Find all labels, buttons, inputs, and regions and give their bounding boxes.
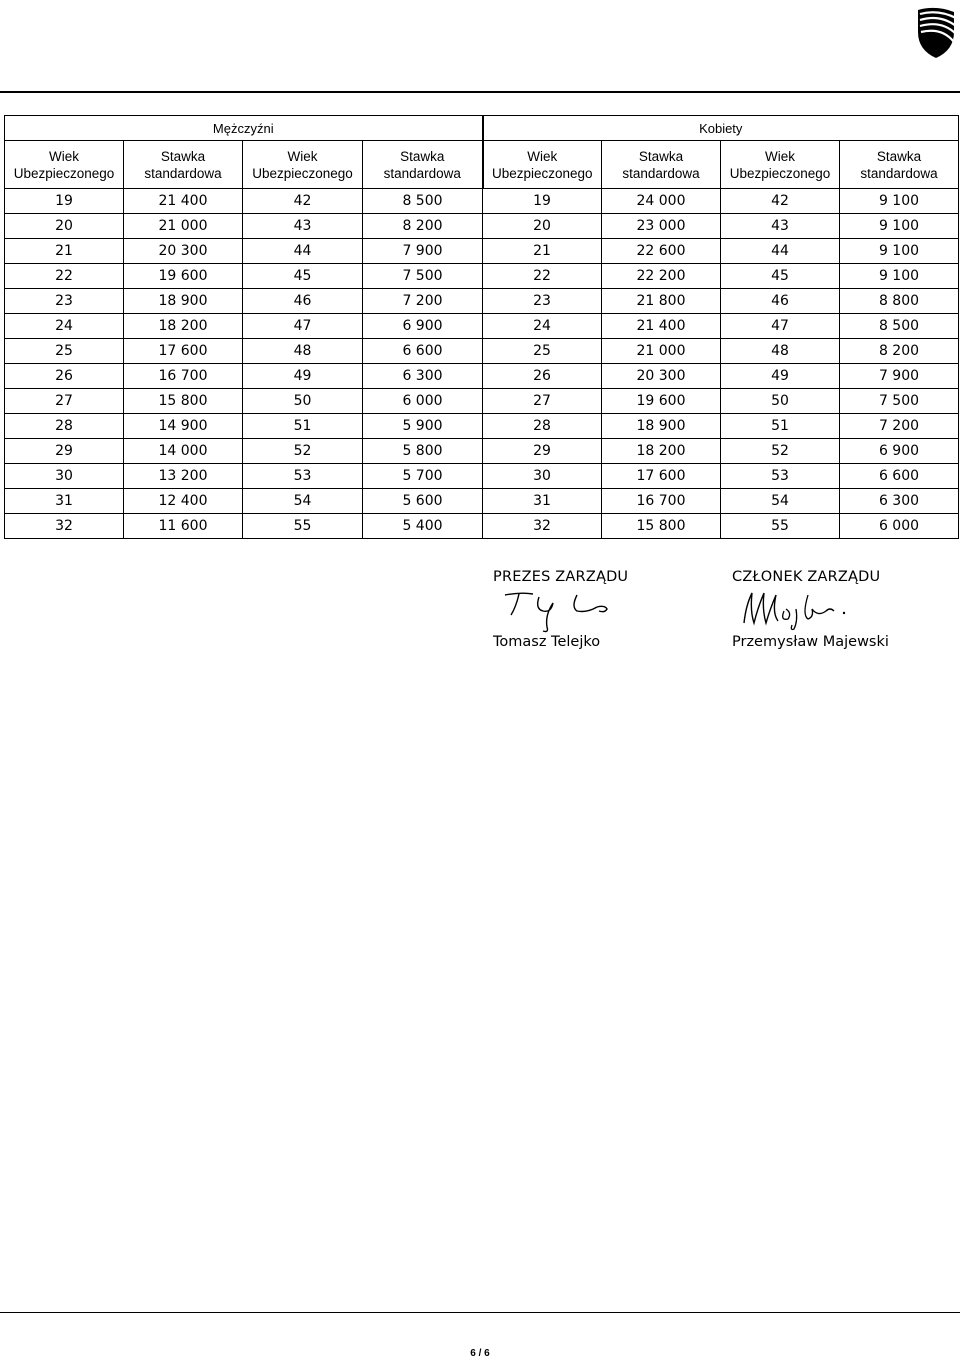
table-cell: 6 600 bbox=[363, 339, 483, 364]
table-cell: 46 bbox=[721, 289, 840, 314]
column-header-6 bbox=[721, 141, 840, 189]
footer-rule bbox=[0, 1312, 960, 1313]
table-cell: 5 800 bbox=[363, 439, 483, 464]
table-cell: 13 200 bbox=[124, 464, 243, 489]
table-row bbox=[5, 264, 959, 289]
table-cell: 48 bbox=[721, 339, 840, 364]
table-cell: 6 000 bbox=[363, 389, 483, 414]
table-cell: 47 bbox=[243, 314, 363, 339]
table-cell: 6 300 bbox=[840, 489, 959, 514]
signature-name-board-member: Przemysław Majewski bbox=[732, 634, 889, 650]
table-cell: 20 bbox=[5, 214, 124, 239]
table-cell: 15 800 bbox=[602, 514, 721, 539]
table-cell: 17 600 bbox=[124, 339, 243, 364]
table-body bbox=[5, 189, 959, 539]
table-cell: 53 bbox=[243, 464, 363, 489]
table-cell: 55 bbox=[721, 514, 840, 539]
table-cell: 31 bbox=[5, 489, 124, 514]
table-cell: 50 bbox=[243, 389, 363, 414]
column-header-line: standardowa bbox=[622, 165, 700, 181]
column-header-line: Wiek bbox=[765, 148, 795, 164]
table-cell: 51 bbox=[721, 414, 840, 439]
column-header-line: Ubezpieczonego bbox=[13, 165, 115, 181]
table-cell: 26 bbox=[5, 364, 124, 389]
table-cell: 51 bbox=[243, 414, 363, 439]
table-cell: 16 700 bbox=[124, 364, 243, 389]
table-cell: 22 bbox=[483, 264, 602, 289]
table-cell: 18 900 bbox=[124, 289, 243, 314]
table-cell: 15 800 bbox=[124, 389, 243, 414]
table-cell: 24 bbox=[483, 314, 602, 339]
table-cell: 43 bbox=[243, 214, 363, 239]
table-cell: 7 500 bbox=[840, 389, 959, 414]
table-cell: 18 200 bbox=[602, 439, 721, 464]
table-cell: 9 100 bbox=[840, 189, 959, 214]
table-row bbox=[5, 489, 959, 514]
table-cell: 22 200 bbox=[602, 264, 721, 289]
table-row bbox=[5, 439, 959, 464]
table-cell: 5 900 bbox=[363, 414, 483, 439]
table-cell: 19 bbox=[483, 189, 602, 214]
table-cell: 45 bbox=[721, 264, 840, 289]
table-cell: 7 900 bbox=[840, 364, 959, 389]
table-cell: 24 000 bbox=[602, 189, 721, 214]
signature-title-president: PREZES ZARZĄDU bbox=[493, 569, 629, 585]
signature-title-board-member: CZŁONEK ZARZĄDU bbox=[732, 569, 881, 585]
column-header-line: Stawka bbox=[638, 148, 684, 164]
table-cell: 31 bbox=[483, 489, 602, 514]
table-group-header-row bbox=[5, 116, 959, 141]
table-cell: 29 bbox=[483, 439, 602, 464]
table-cell: 5 700 bbox=[363, 464, 483, 489]
table-cell: 27 bbox=[5, 389, 124, 414]
table-row bbox=[5, 514, 959, 539]
table-cell: 28 bbox=[5, 414, 124, 439]
table-cell: 6 600 bbox=[840, 464, 959, 489]
column-header-7 bbox=[840, 141, 959, 189]
table-row bbox=[5, 189, 959, 214]
column-header-2 bbox=[243, 141, 363, 189]
table-cell: 54 bbox=[721, 489, 840, 514]
table-cell: 49 bbox=[721, 364, 840, 389]
column-header-1 bbox=[124, 141, 243, 189]
table-cell: 24 bbox=[5, 314, 124, 339]
table-cell: 6 300 bbox=[363, 364, 483, 389]
table-cell: 7 200 bbox=[363, 289, 483, 314]
table-cell: 23 bbox=[5, 289, 124, 314]
table-cell: 11 600 bbox=[124, 514, 243, 539]
signature-name-president: Tomasz Telejko bbox=[493, 634, 601, 650]
table-cell: 20 300 bbox=[124, 239, 243, 264]
column-header-line: standardowa bbox=[383, 165, 461, 181]
table-cell: 7 900 bbox=[363, 239, 483, 264]
table-cell: 52 bbox=[243, 439, 363, 464]
table-cell: 5 400 bbox=[363, 514, 483, 539]
column-header-0 bbox=[5, 141, 124, 189]
table-cell: 9 100 bbox=[840, 214, 959, 239]
table-cell: 21 000 bbox=[124, 214, 243, 239]
table-cell: 14 900 bbox=[124, 414, 243, 439]
column-header-line: Ubezpieczonego bbox=[491, 165, 593, 181]
table-row bbox=[5, 414, 959, 439]
company-shield-logo-icon bbox=[914, 4, 958, 60]
column-header-line: Ubezpieczonego bbox=[252, 165, 353, 181]
column-header-line: Stawka bbox=[876, 148, 922, 164]
table-cell: 19 600 bbox=[124, 264, 243, 289]
table-cell: 8 500 bbox=[363, 189, 483, 214]
table-cell: 16 700 bbox=[602, 489, 721, 514]
column-header-line: standardowa bbox=[860, 165, 938, 181]
table-cell: 7 200 bbox=[840, 414, 959, 439]
table-cell: 25 bbox=[483, 339, 602, 364]
column-header-5 bbox=[602, 141, 721, 189]
table-cell: 5 600 bbox=[363, 489, 483, 514]
table-cell: 45 bbox=[243, 264, 363, 289]
table-cell: 23 000 bbox=[602, 214, 721, 239]
column-header-line: Wiek bbox=[287, 148, 318, 164]
table-cell: 20 bbox=[483, 214, 602, 239]
table-cell: 17 600 bbox=[602, 464, 721, 489]
table-cell: 21 400 bbox=[124, 189, 243, 214]
table-cell: 22 bbox=[5, 264, 124, 289]
table-row bbox=[5, 364, 959, 389]
table-row bbox=[5, 339, 959, 364]
table-cell: 50 bbox=[721, 389, 840, 414]
column-header-line: standardowa bbox=[144, 165, 222, 181]
table-cell: 27 bbox=[483, 389, 602, 414]
table-cell: 44 bbox=[721, 239, 840, 264]
table-cell: 30 bbox=[5, 464, 124, 489]
table-cell: 28 bbox=[483, 414, 602, 439]
table-row bbox=[5, 464, 959, 489]
table-cell: 42 bbox=[721, 189, 840, 214]
table-row bbox=[5, 289, 959, 314]
column-header-line: Wiek bbox=[527, 148, 558, 164]
table-cell: 7 500 bbox=[363, 264, 483, 289]
column-header-line: Stawka bbox=[160, 148, 206, 164]
table-cell: 26 bbox=[483, 364, 602, 389]
table-cell: 18 200 bbox=[124, 314, 243, 339]
table-cell: 43 bbox=[721, 214, 840, 239]
table-cell: 6 900 bbox=[363, 314, 483, 339]
table-cell: 55 bbox=[243, 514, 363, 539]
table-cell: 49 bbox=[243, 364, 363, 389]
page-number: 6 / 6 bbox=[470, 1348, 490, 1359]
handwritten-signature-board-member bbox=[738, 587, 858, 633]
table-cell: 9 100 bbox=[840, 239, 959, 264]
table-cell: 6 000 bbox=[840, 514, 959, 539]
table-cell: 44 bbox=[243, 239, 363, 264]
table-row bbox=[5, 239, 959, 264]
table-cell: 54 bbox=[243, 489, 363, 514]
table-column-header-row bbox=[5, 141, 959, 189]
table-cell: 21 bbox=[5, 239, 124, 264]
signature-board-member bbox=[732, 569, 952, 659]
table-cell: 22 600 bbox=[602, 239, 721, 264]
column-header-3 bbox=[363, 141, 483, 189]
table-row bbox=[5, 389, 959, 414]
table-cell: 32 bbox=[483, 514, 602, 539]
table-cell: 8 800 bbox=[840, 289, 959, 314]
group-header-men: Mężczyźni bbox=[5, 116, 483, 141]
group-header-women: Kobiety bbox=[483, 116, 959, 141]
table-cell: 8 200 bbox=[363, 214, 483, 239]
table-cell: 32 bbox=[5, 514, 124, 539]
table-row bbox=[5, 214, 959, 239]
column-header-line: Stawka bbox=[400, 148, 445, 164]
table-cell: 20 300 bbox=[602, 364, 721, 389]
table-cell: 46 bbox=[243, 289, 363, 314]
table-cell: 52 bbox=[721, 439, 840, 464]
table-cell: 48 bbox=[243, 339, 363, 364]
column-header-line: Ubezpieczonego bbox=[729, 165, 831, 181]
table-cell: 8 500 bbox=[840, 314, 959, 339]
handwritten-signature-president bbox=[501, 589, 621, 635]
table-cell: 8 200 bbox=[840, 339, 959, 364]
table-row bbox=[5, 314, 959, 339]
signature-president bbox=[493, 569, 713, 659]
table-cell: 30 bbox=[483, 464, 602, 489]
table-cell: 21 000 bbox=[602, 339, 721, 364]
table-cell: 25 bbox=[5, 339, 124, 364]
column-header-4 bbox=[483, 141, 602, 189]
column-header-line: Wiek bbox=[49, 148, 79, 164]
table-cell: 19 600 bbox=[602, 389, 721, 414]
table-cell: 47 bbox=[721, 314, 840, 339]
table-cell: 12 400 bbox=[124, 489, 243, 514]
table-cell: 42 bbox=[243, 189, 363, 214]
header-rule bbox=[0, 91, 960, 93]
table-cell: 14 000 bbox=[124, 439, 243, 464]
table-cell: 53 bbox=[721, 464, 840, 489]
rates-table bbox=[4, 115, 959, 539]
table-cell: 9 100 bbox=[840, 264, 959, 289]
table-cell: 21 400 bbox=[602, 314, 721, 339]
table-cell: 29 bbox=[5, 439, 124, 464]
table-cell: 18 900 bbox=[602, 414, 721, 439]
table-cell: 21 800 bbox=[602, 289, 721, 314]
table-cell: 6 900 bbox=[840, 439, 959, 464]
table-cell: 23 bbox=[483, 289, 602, 314]
table-cell: 21 bbox=[483, 239, 602, 264]
table-cell: 19 bbox=[5, 189, 124, 214]
